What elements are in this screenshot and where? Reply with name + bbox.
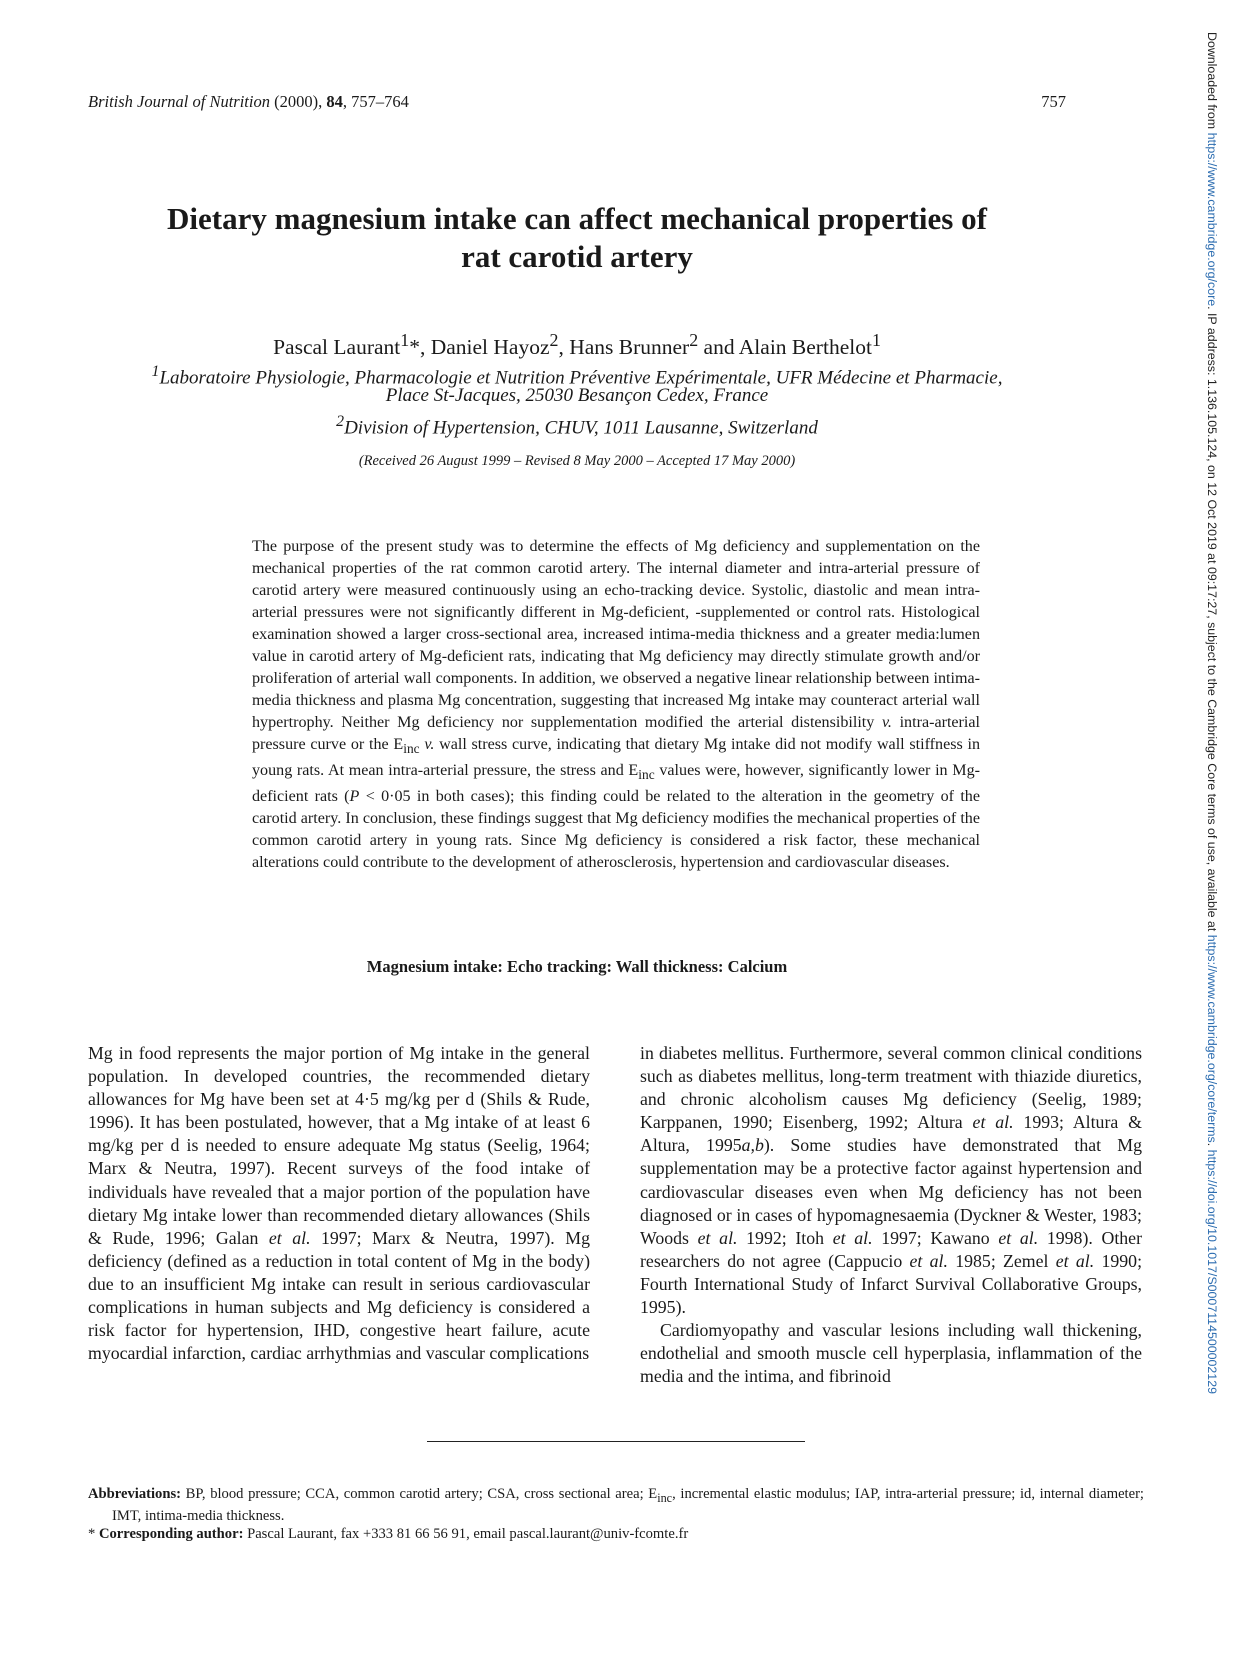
doi-link[interactable]: https://doi.org/10.1017/S0007114500002129 <box>1205 1149 1219 1394</box>
author-3: Hans Brunner <box>569 335 690 360</box>
footnote-divider <box>427 1441 805 1442</box>
author-1: Pascal Laurant <box>273 335 401 360</box>
received-dates: (Received 26 August 1999 – Revised 8 May 2000 – Accepted 17 May 2000) <box>358 453 796 469</box>
paragraph: Mg in food represents the major portion of Mg intake in the general population. In developed countries, the recommended dietary allowances for Mg have been set at 4·5 mg/kg per d (Shils & Rude, 1996). It has been postulated, however, that a Mg intake of at least 6 mg/kg per d is needed to ensure adequate Mg status (Seelig, 1964; Marx & Neutra, 1997). Recent surveys of the food intake of individuals have revealed that a major portion of the population have dietary Mg intake lower than recommended dietary allowances (Shils & Rude, 1996; Galan et al. 1997; Marx & Neutra, 1997). Mg deficiency (defined as a reduction in total content of Mg in the body) due to an insufficient Mg intake can result in serious cardiovascular complications in human subjects and Mg deficiency is considered a risk factor for hypertension, IHD, congestive heart failure, acute myocardial infarction, cardiac arrhythmias and vascular complications <box>88 1043 590 1364</box>
journal-volume: 84 <box>326 92 343 111</box>
author-4: Alain Berthelot <box>738 335 872 360</box>
author-2: Daniel Hayoz <box>430 335 550 360</box>
author-list: Pascal Laurant$^1$*, Daniel Hayoz$^2$, Hans Brunner$^2$ and Alain Berthelot$^1$ <box>273 330 881 360</box>
journal-name: British Journal of Nutrition <box>88 92 270 111</box>
keywords: Magnesium intake: Echo tracking: Wall thickness: Calcium <box>366 957 788 976</box>
title-line-2: rat carotid artery <box>461 239 693 274</box>
running-header-journal <box>88 92 409 112</box>
author-2-affil: 2 <box>549 330 559 350</box>
author-1-star: *, <box>409 335 431 360</box>
article-title <box>88 200 1066 276</box>
abbreviations-footnote: Abbreviations: BP, blood pressure; CCA, common carotid artery; CSA, cross sectional area; $E_{inc}$, incremental elastic modulus; IAP, intra-arterial pressure; id, internal diameter; IMT, intima-media thickness. <box>88 1486 1144 1524</box>
title-line-1: Dietary magnesium intake can affect mechanical properties of <box>167 201 987 236</box>
terms-link[interactable]: https://www.cambridge.org/core/terms <box>1205 934 1219 1143</box>
download-watermark: Downloaded from https://www.cambridge.org/core. IP address: 1.136.105.124, on 12 Oct 2019 at 09:17:27, subject to the Cambridge Core terms of use, available at https://www.cambridge.org/core/terms. https://doi.org/10.1017/S0007114500002129 <box>1205 32 1219 1394</box>
paragraph: in diabetes mellitus. Furthermore, several common clinical conditions such as diabetes mellitus, long-term treatment with thiazide diuretics, and chronic alcoholism causes Mg deficiency (Seelig, 1989; Karppanen, 1990; Eisenberg, 1992; Altura et al. 1993; Altura & Altura, 1995a,b). Some studies have demonstrated that Mg supplementation may be a protective factor against hypertension and cardiovascular diseases even when Mg deficiency has not been diagnosed or in cases of hypomagnesaemia (Dyckner & Wester, 1983; Woods et al. 1992; Itoh et al. 1997; Kawano et al. 1998). Other researchers do not agree (Cappucio et al. 1985; Zemel et al. 1990; Fourth International Study of Infarct Survival Collaborative Groups, 1995). <box>640 1043 1143 1318</box>
affiliation-2: $^2$Division of Hypertension, CHUV, 1011 Lausanne, Switzerland <box>336 413 818 439</box>
journal-year: (2000), <box>274 92 323 111</box>
corresponding-author-footnote: * Corresponding author: Pascal Laurant, fax +333 81 66 56 91, email pascal.laurant@univ-fcomte.fr <box>88 1525 689 1542</box>
author-3-affil: 2 <box>689 330 699 350</box>
author-1-affil: 1 <box>400 330 410 350</box>
body-column-left <box>88 1042 590 1365</box>
footnotes <box>88 1485 1144 1543</box>
affiliation-1: $^1$Laboratoire Physiologie, Pharmacologie et Nutrition Préventive Expérimentale, UFR Médecine et Pharmacie, <box>151 363 1003 389</box>
author-4-affil: 1 <box>871 330 881 350</box>
body-column-right <box>640 1042 1142 1388</box>
abstract: The purpose of the present study was to determine the effects of Mg deficiency and supplementation on the mechanical properties of the rat common carotid artery. The internal diameter and intra-arterial pressure of carotid artery were measured continuously using an echo-tracking device. Systolic, diastolic and mean intra-arterial pressures were not significantly different in Mg-deficient, -supplemented or control rats. Histological examination showed a larger cross-sectional area, increased intima-media thickness and a greater media:lumen value in carotid artery of Mg-deficient rats, indicating that Mg deficiency may directly stimulate growth and/or proliferation of arterial wall components. In addition, we observed a negative linear relationship between intima-media thickness and plasma Mg concentration, suggesting that increased Mg intake may counteract arterial wall hypertrophy. Neither Mg deficiency nor supplementation modified the arterial distensibility v. intra-arterial pressure curve or the $E_{inc}$ v. wall stress curve, indicating that dietary Mg intake did not modify wall stiffness in young rats. At mean intra-arterial pressure, the stress and $E_{inc}$ values were, however, significantly lower in Mg-deficient rats (P < 0·05 in both cases); this finding could be related to the alteration in the geometry of the carotid artery. In conclusion, these findings suggest that Mg deficiency modifies the mechanical properties of the common carotid artery in young rats. Since Mg deficiency is considered a risk factor, these mechanical alterations could contribute to the development of atherosclerosis, hypertension and cardiovascular diseases. <box>252 538 981 872</box>
page-number: 757 <box>1041 92 1066 111</box>
cambridge-core-link[interactable]: https://www.cambridge.org/core <box>1205 132 1219 307</box>
journal-pages: , 757–764 <box>342 92 409 111</box>
paragraph: Cardiomyopathy and vascular lesions including wall thickening, endothelial and smooth muscle cell hyperplasia, inflammation of the media and the intima, and fibrinoid <box>640 1320 1142 1387</box>
affiliation-1-line-2: Place St-Jacques, 25030 Besançon Cedex, France <box>385 385 769 406</box>
